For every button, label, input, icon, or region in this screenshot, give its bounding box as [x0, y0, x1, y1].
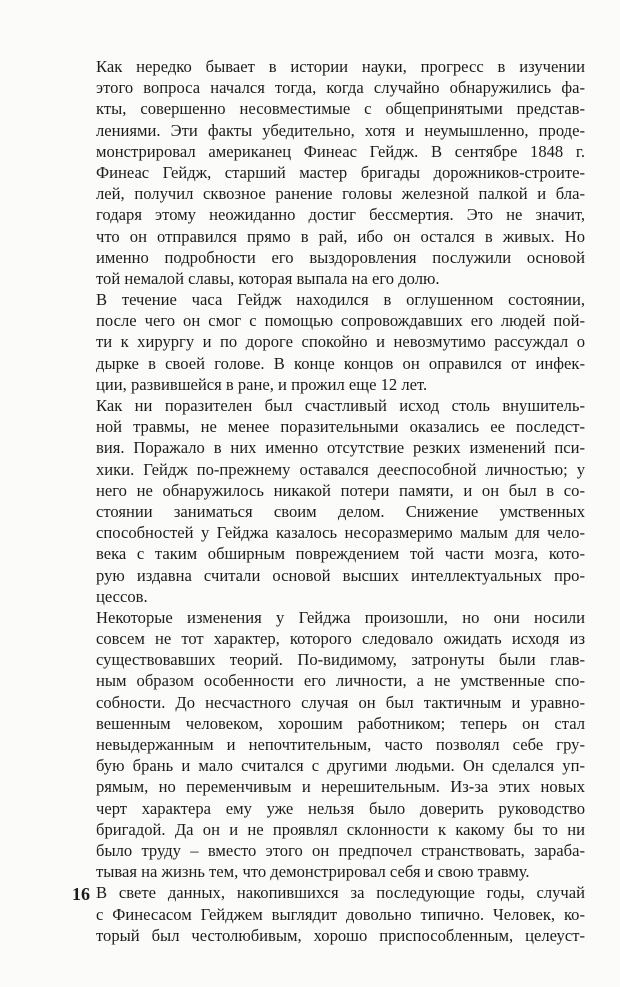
text-line: тывая на жизнь тем, что демонстрировал себя и свою травму.: [96, 862, 530, 882]
text-line: совсем не тот характер, которого следовало ожидать исходя из: [96, 629, 585, 649]
text-line: кты, совершенно несовместимые с общепринятыми представ-: [96, 99, 585, 119]
text-line: этого вопроса начался тогда, когда случайно обнаружились фа-: [96, 78, 585, 98]
text-line: бригадой. Да он и не проявлял склонности к какому бы то ни: [96, 819, 585, 839]
paragraph-2: [74, 289, 585, 395]
text-line: него не обнаружилось никакой потери памяти, и он был в со-: [96, 480, 585, 500]
text-line: века с таким обширным повреждением той части мозга, кото-: [96, 544, 585, 564]
text-line: существовавших теорий. По-видимому, затронуты были глав-: [96, 650, 585, 670]
text-line: ти к хирургу и по дороге спокойно и невозмутимо рассуждал о: [96, 332, 585, 352]
text-line: вешенным человеком, хорошим работником; теперь он стал: [96, 713, 585, 733]
text-line: было труду – вместо этого он предпочел странствовать, зараба-: [96, 840, 585, 860]
paragraph-3: [74, 395, 585, 607]
text-line: цессов.: [96, 586, 148, 606]
text-line: что он отправился прямо в рай, ибо он остался в живых. Но: [96, 226, 585, 246]
text-line: ным образом особенности его личности, а не умственные спо-: [96, 671, 585, 691]
paragraph-4: [74, 607, 585, 882]
text-line: хики. Гейдж по-прежнему оставался дееспособной личностью; у: [96, 459, 585, 479]
text-line: с Финесасом Гейджем выглядит довольно типично. Человек, ко-: [96, 904, 585, 924]
text-line: лей, получил сквозное ранение головы железной палкой и бла-: [96, 184, 585, 204]
text-line: Некоторые изменения у Гейджа произошли, но они носили: [96, 607, 585, 627]
text-line: вия. Поражало в них именно отсутствие резких изменений пси-: [96, 438, 585, 458]
text-line: стоянии заниматься своим делом. Снижение умственных: [96, 501, 585, 521]
text-line: лениями. Эти факты убедительно, хотя и неумышленно, продe-: [96, 120, 585, 140]
paragraph-1: [74, 56, 585, 289]
text-line: Финеас Гейдж, старший мастер бригады дорожников-строите-: [96, 162, 585, 182]
text-line: ной травмы, не менее поразительными оказались ее последст-: [96, 417, 585, 437]
text-line: после чего он смог с помощью сопровождавших его людей пой-: [96, 311, 585, 331]
text-line: В течение часа Гейдж находился в оглушенном состоянии,: [96, 290, 585, 310]
text-line: той немалой славы, которая выпала на его долю.: [96, 268, 440, 288]
paragraph-5: [74, 882, 585, 946]
text-line: невыдержанным и непочтительным, часто позволял себе гру-: [96, 735, 585, 754]
text-line: черт характера ему уже нельзя было доверить руководство: [96, 798, 585, 818]
text-line: способностей у Гейджа казалось несоразмеримо малым для чело-: [96, 523, 585, 543]
text-line: Как нередко бывает в истории науки, прогресс в изучении: [96, 57, 585, 76]
text-line: монстрировал американец Финеас Гейдж. В сентябре 1848 г.: [96, 141, 585, 161]
text-line: годаря этому неожиданно достиг бессмертия. Это не значит,: [96, 205, 585, 225]
text-line: дырке в своей голове. В конце концов он оправился от инфек-: [96, 353, 585, 373]
text-line: бую брань и мало считался с другими людьми. Он сделался уп-: [96, 756, 585, 776]
text-line: рямым, но переменчивым и нерешительным. Из-за этих новых: [96, 777, 585, 797]
text-line: именно подробности его выздоровления послужили основой: [96, 247, 585, 267]
text-line: собности. До несчастного случая он был тактичным и уравно-: [96, 692, 585, 712]
text-line: В свете данных, накопившихся за последующие годы, случай: [96, 883, 585, 903]
text-line: ции, развившейся в ране, и прожил еще 12 лет.: [96, 374, 428, 394]
text-line: рую издавна считали основой высших интеллектуальных про-: [96, 565, 585, 585]
body-text: [74, 56, 585, 946]
text-line: Как ни поразителен был счастливый исход столь внушитель-: [96, 396, 585, 415]
page-number: 16: [72, 884, 90, 904]
text-line: торый был честолюбивым, хорошо приспособленным, целеуст-: [96, 925, 585, 945]
